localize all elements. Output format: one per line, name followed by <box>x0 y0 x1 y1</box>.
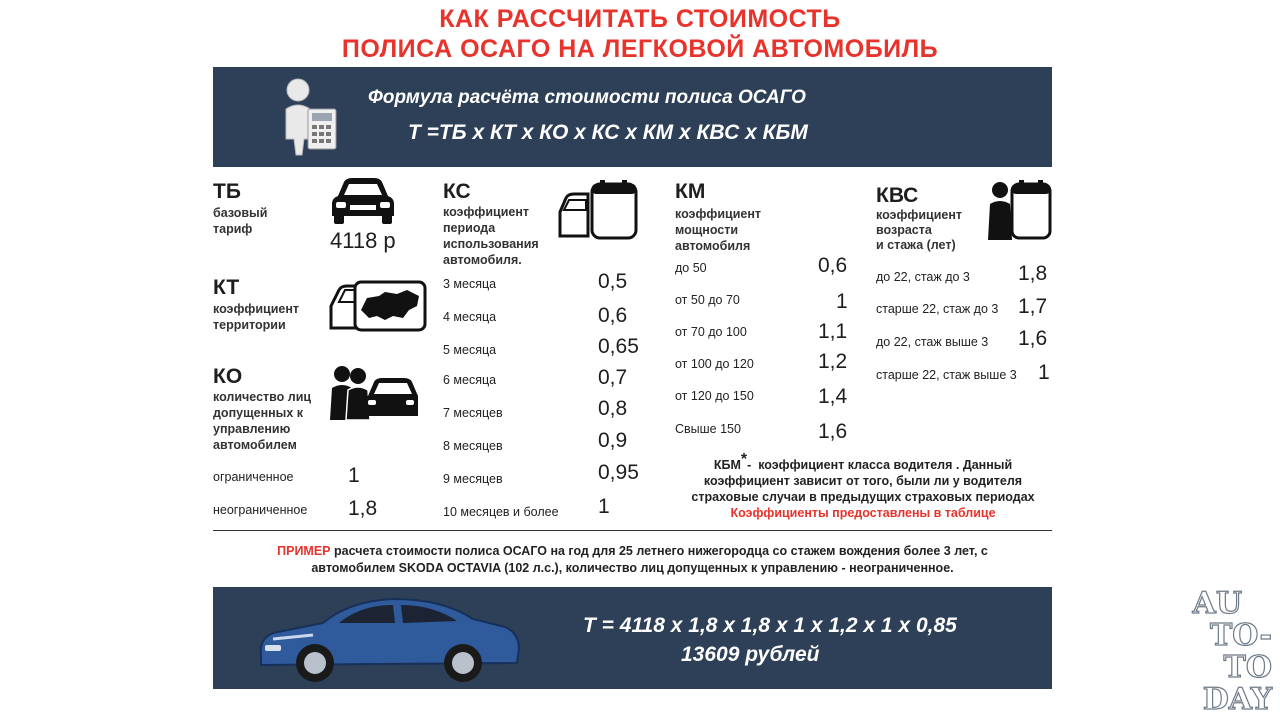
ko-row-1-label: ограниченное <box>213 470 294 484</box>
car-front-icon <box>328 176 398 226</box>
kbm-star: * <box>740 451 748 468</box>
kbm-note <box>668 452 1058 521</box>
example-highlight: ПРИМЕР <box>277 544 331 558</box>
ks-row-1-label: 3 месяца <box>443 277 497 291</box>
kvs-row-2-label: старше 22, стаж до 3 <box>876 302 999 316</box>
ko-desc-2: допущенных к <box>213 406 304 420</box>
watermark-line3: DAY <box>1202 682 1272 717</box>
kbm-dash: - <box>747 458 752 473</box>
ks-row-4-value: 0,7 <box>598 366 628 389</box>
kvs-row-1-label: до 22, стаж до 3 <box>876 270 970 284</box>
kbm-note-line1 <box>668 452 1058 473</box>
kt-desc-2: территории <box>213 318 286 332</box>
km-row-2-label: от 50 до 70 <box>675 293 740 307</box>
kbm-note-red: Коэффициенты предоставлены в таблице <box>730 506 996 521</box>
km-row-4-label: от 100 до 120 <box>675 357 754 371</box>
ks-row-1-value: 0,5 <box>598 270 628 293</box>
kbm-line1-text: коэффициент класса водителя . Данный <box>758 458 1013 473</box>
example-line2: автомобилем SKODA OCTAVIA (102 л.с.), количество лиц допущенных к управлению - неограниченное. <box>311 561 954 575</box>
ko-row-2-label: неограниченное <box>213 503 308 517</box>
km-row-5-value: 1,4 <box>818 385 848 408</box>
km-code: КМ <box>675 180 706 203</box>
tb-desc-1: базовый <box>213 206 268 220</box>
example-text <box>213 543 1052 577</box>
ks-desc-1: коэффициент <box>443 205 530 219</box>
kvs-row-1-value: 1,8 <box>1018 262 1048 285</box>
ks-desc-3: использования <box>443 237 539 251</box>
kvs-desc-2: возраста <box>876 223 932 237</box>
car-russia-map-icon <box>327 276 427 336</box>
formula-banner <box>213 67 1052 167</box>
result-banner <box>213 587 1052 689</box>
ks-row-5-label: 7 месяцев <box>443 406 503 420</box>
km-desc-1: коэффициент <box>675 207 762 221</box>
kvs-row-4-label: старше 22, стаж выше 3 <box>876 368 1017 382</box>
formula-text: Т =ТБ х КТ х КО х КС х КМ х КВС х КБМ <box>408 121 808 144</box>
km-row-1-label: до 50 <box>675 261 707 275</box>
watermark-line1: AU <box>1192 586 1242 621</box>
person-calculator-icon <box>278 77 348 157</box>
km-row-4-value: 1,2 <box>818 350 848 373</box>
kvs-desc-3: и стажа (лет) <box>876 238 956 252</box>
autotoday-watermark-logo <box>1172 588 1272 716</box>
ks-row-2-label: 4 месяца <box>443 310 497 324</box>
example-line1 <box>213 543 1052 560</box>
km-desc-3: автомобиля <box>675 239 751 253</box>
ks-row-6-label: 8 месяцев <box>443 439 503 453</box>
ks-desc-2: периода <box>443 221 496 235</box>
kt-desc-1: коэффициент <box>213 302 300 316</box>
ko-desc-1: количество лиц <box>213 390 312 404</box>
kvs-code: КВС <box>876 184 919 207</box>
kt-code: КТ <box>213 276 240 299</box>
ks-row-8-label: 10 месяцев и более <box>443 505 559 519</box>
formula-heading: Формула расчёта стоимости полиса ОСАГО <box>368 87 806 108</box>
result-formula: Т = 4118 х 1,8 х 1,8 х 1 х 1,2 х 1 х 0,85 <box>583 614 957 637</box>
ks-row-4-label: 6 месяца <box>443 373 497 387</box>
ks-row-5-value: 0,8 <box>598 397 628 420</box>
km-row-5-label: от 120 до 150 <box>675 389 754 403</box>
kvs-row-4-value: 1 <box>1038 361 1050 384</box>
ks-row-7-value: 0,95 <box>598 461 639 484</box>
kvs-row-2-value: 1,7 <box>1018 295 1048 318</box>
ks-row-7-label: 9 месяцев <box>443 472 503 486</box>
tb-code: ТБ <box>213 180 241 203</box>
km-row-3-value: 1,1 <box>818 320 848 343</box>
ko-desc-3: управлению <box>213 422 291 436</box>
km-row-2-value: 1 <box>836 290 848 313</box>
kvs-desc-1: коэффициент <box>876 208 963 222</box>
divider <box>213 530 1052 531</box>
km-row-3-label: от 70 до 100 <box>675 325 747 339</box>
km-desc-2: мощности <box>675 223 739 237</box>
watermark-line2: TO-TO <box>1209 618 1272 685</box>
tb-desc-2: тариф <box>213 222 253 236</box>
result-total: 13609 рублей <box>681 643 820 666</box>
km-row-1-value: 0,6 <box>818 254 848 277</box>
kbm-code: КБМ <box>713 458 741 473</box>
car-calendar-icon <box>558 178 640 242</box>
ks-desc-4: автомобиля. <box>443 253 522 267</box>
km-row-6-label: Свыше 150 <box>675 422 741 436</box>
tb-value: 4118 р <box>330 228 396 253</box>
ks-code: КС <box>443 180 471 203</box>
ks-row-2-value: 0,6 <box>598 304 628 327</box>
ks-row-6-value: 0,9 <box>598 429 628 452</box>
ks-row-8-value: 1 <box>598 495 610 518</box>
page-title-line1: КАК РАССЧИТАТЬ СТОИМОСТЬ <box>439 5 841 33</box>
ko-row-1-value: 1 <box>348 464 360 487</box>
kvs-row-3-value: 1,6 <box>1018 327 1048 350</box>
person-calendar-icon <box>986 178 1052 242</box>
page-title-line2: ПОЛИСА ОСАГО НА ЛЕГКОВОЙ АВТОМОБИЛЬ <box>341 35 939 63</box>
kvs-row-3-label: до 22, стаж выше 3 <box>876 335 989 349</box>
sedan-car-image <box>253 593 523 685</box>
ks-row-3-label: 5 месяца <box>443 343 497 357</box>
kbm-note-line2: коэффициент зависит от того, были ли у водителя <box>703 474 1023 489</box>
ko-desc-4: автомобилем <box>213 438 297 452</box>
kbm-note-line3: страховые случаи в предыдущих страховых периодах <box>691 490 1035 505</box>
people-car-icon <box>328 362 420 424</box>
km-row-6-value: 1,6 <box>818 420 848 443</box>
ko-row-2-value: 1,8 <box>348 497 378 520</box>
example-line1-text: расчета стоимости полиса ОСАГО на год для 25 летнего нижегородца со стажем вождения более 3 лет, с <box>334 544 988 558</box>
ks-row-3-value: 0,65 <box>598 335 639 358</box>
ko-code: КО <box>213 365 243 388</box>
